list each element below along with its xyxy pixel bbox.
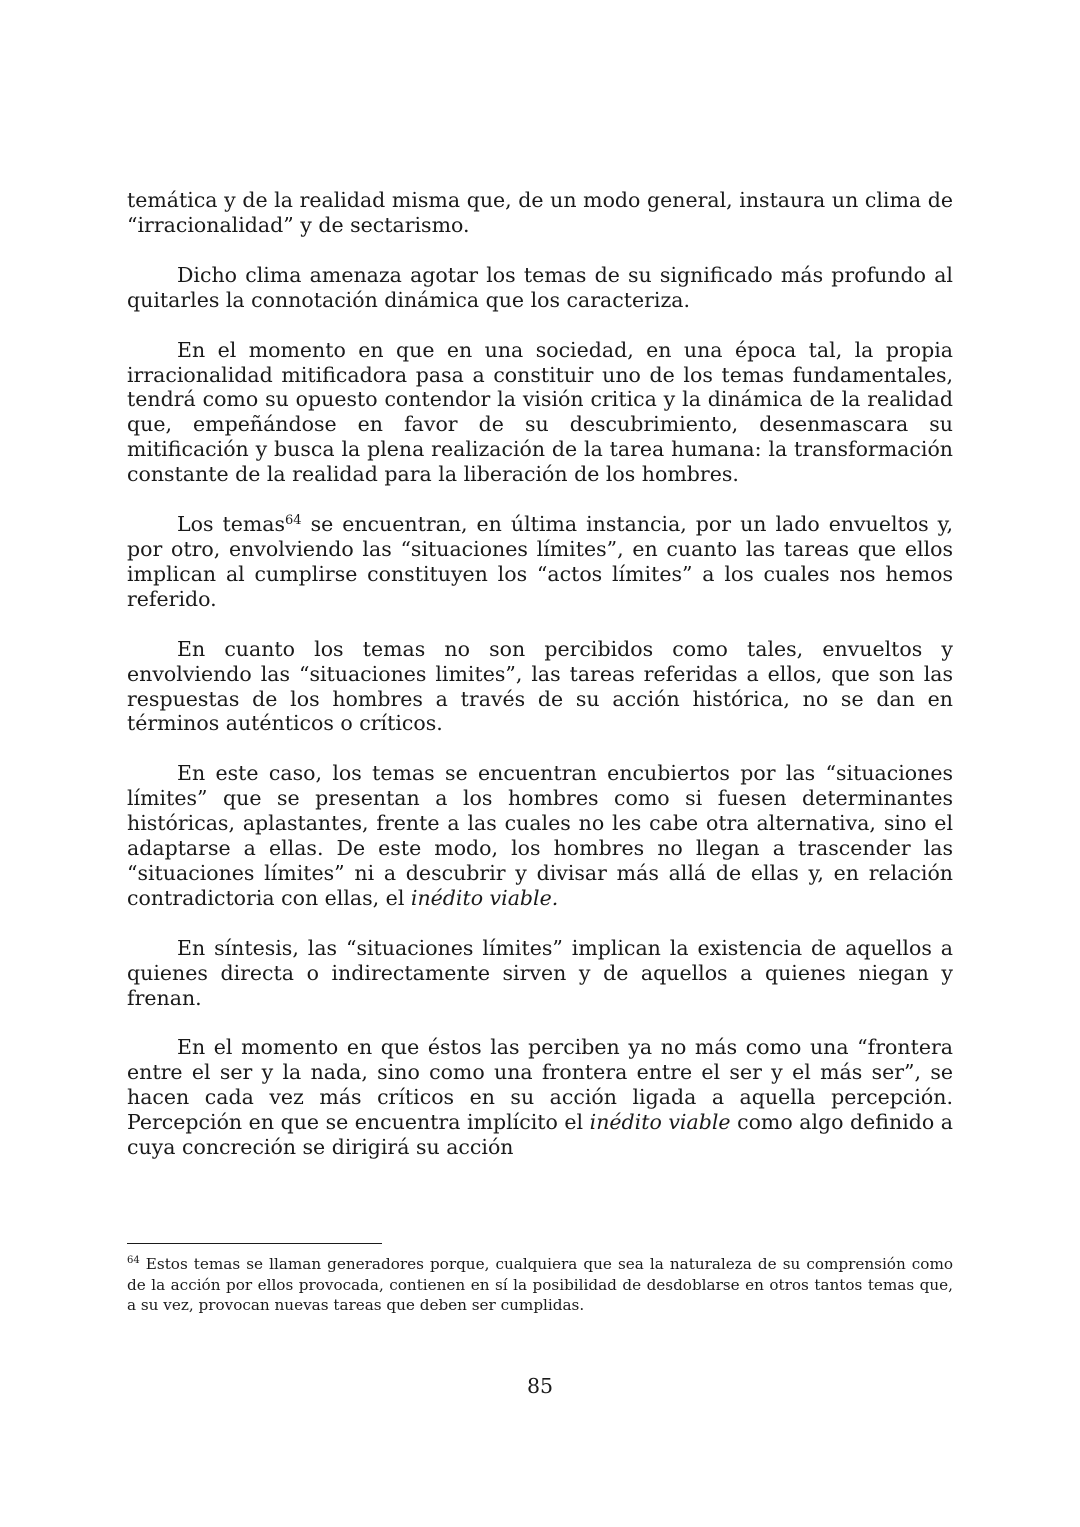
italic-term: inédito viable bbox=[589, 1110, 731, 1135]
paragraph: En este caso, los temas se encuentran encubiertos por las “situaciones límites” que se presentan a los hombres como si fuesen determinantes históricas, aplastantes, frente a las cuales no les cabe otra alternativa, sino el adaptarse a ellas. De este modo, los hombres no llegan a trascender las “situaciones límites” ni a descubrir y divisar más allá de ellas y, en relación contradictoria con ellas, el inédito viable. bbox=[127, 761, 953, 910]
footnote-text: Estos temas se llaman generadores porque, cualquiera que sea la naturaleza de su comprensión como de la acción por ellos provocada, contienen en sí la posibilidad de desdoblarse en otros tantos temas que, a su vez, provocan nuevas tareas que deben ser cumplidas. bbox=[127, 1255, 953, 1314]
paragraph: En cuanto los temas no son percibidos como tales, envueltos y envolviendo las “situaciones limites”, las tareas referidas a ellos, que son las respuestas de los hombres a través de su acción histórica, no se dan en términos auténticos o críticos. bbox=[127, 636, 953, 736]
paragraph: temática y de la realidad misma que, de un modo general, instaura un clima de “irracionalidad” y de sectarismo. bbox=[127, 188, 953, 237]
body-text bbox=[127, 188, 953, 1185]
page-number: 85 bbox=[526, 1374, 554, 1398]
footnote bbox=[127, 1254, 953, 1316]
footnote-separator bbox=[127, 1243, 382, 1244]
paragraph: Los temas$^{64}$ se encuentran, en última instancia, por un lado envueltos y, por otro, envolviendo las “situaciones límites”, en cuanto las tareas que ellos implican al cumplirse constituyen los “actos límites” a los cuales nos hemos referido. bbox=[127, 512, 953, 611]
footnote-reference: 64 bbox=[285, 513, 302, 529]
paragraph: En síntesis, las “situaciones límites” implican la existencia de aquellos a quienes directa o indirectamente sirven y de aquellos a quienes niegan y frenan. bbox=[127, 935, 953, 1010]
paragraph: En el momento en que éstos las perciben ya no más como una “frontera entre el ser y la nada, sino como una frontera entre el ser y el más ser”, se hacen cada vez más críticos en su acción ligada a aquella percepción. Percepción en que se encuentra implícito el inédito viable como algo definido a cuya concreción se dirigirá su acción bbox=[127, 1035, 953, 1160]
footnote-marker: 64 bbox=[127, 1255, 140, 1266]
paragraph: Dicho clima amenaza agotar los temas de su significado más profundo al quitarles la connotación dinámica que los caracteriza. bbox=[127, 262, 953, 312]
paragraph: En el momento en que en una sociedad, en una época tal, la propia irracionalidad mitificadora pasa a constituir uno de los temas fundamentales, tendrá como su opuesto contendor la visión critica y la dinámica de la realidad que, empeñándose en favor de su descubrimiento, desenmascara su mitificación y busca la plena realización de la tarea humana: la transformación constante de la realidad para la liberación de los hombres. bbox=[127, 337, 953, 487]
italic-term: inédito viable. bbox=[410, 885, 559, 910]
